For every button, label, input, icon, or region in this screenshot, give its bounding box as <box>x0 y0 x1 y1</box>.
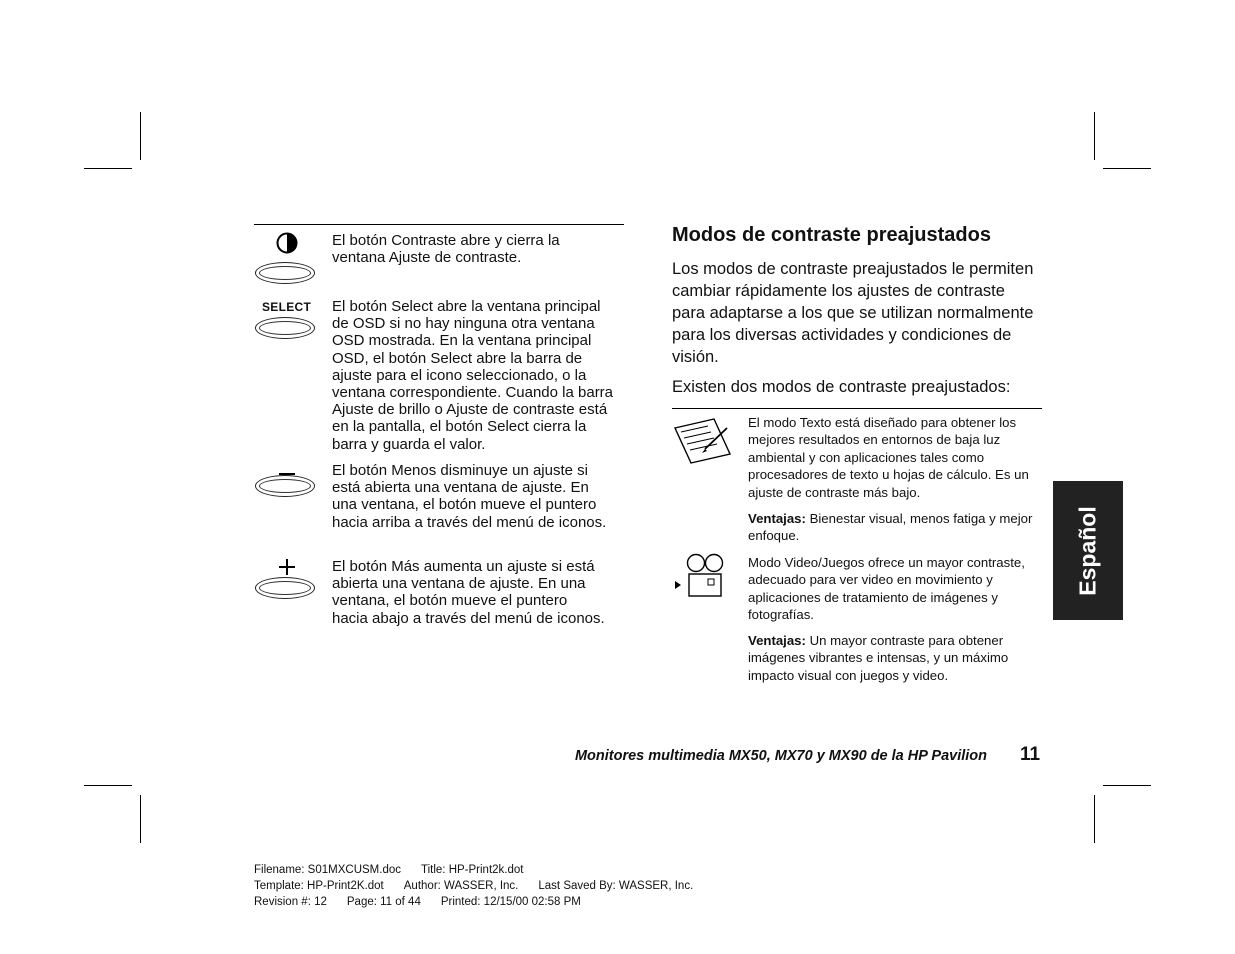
meta-template: Template: HP-Print2K.dot <box>254 880 384 892</box>
crop-mark <box>84 168 132 169</box>
crop-mark <box>84 785 132 786</box>
minus-button-description: El botón Menos disminuye un ajuste si está abierta una ventana de ajuste. En una ventana, el botón mueve el puntero hacia arriba a través del menú de iconos. <box>332 462 607 531</box>
text-mode-description: El modo Texto está diseñado para obtener los mejores resultados en entornos de baja luz ambiental y con aplicaciones tales como procesadores de texto u hojas de cálculo. Es un ajuste de contraste más bajo. <box>748 415 1029 500</box>
select-icon-label: SELECT <box>262 300 312 314</box>
meta-line-3 <box>254 896 601 908</box>
section-heading: Modos de contraste preajustados <box>672 224 991 246</box>
video-mode-advantages-label: Ventajas: <box>748 633 806 648</box>
video-mode-advantages <box>748 632 1034 684</box>
text-mode-advantages-label: Ventajas: <box>748 511 806 526</box>
contrast-button-oval-icon <box>255 262 315 284</box>
contrast-icon <box>276 232 298 259</box>
video-mode-advantages-text: Un mayor contraste para obtener imágenes vibrantes e intensas, y un máximo impacto visual con juegos y video. <box>748 633 1009 683</box>
text-mode-advantages-text: Bienestar visual, menos fatiga y mejor enfoque. <box>748 511 1033 544</box>
footer-title: Monitores multimedia MX50, MX70 y MX90 de la HP Pavilion <box>574 748 987 764</box>
contrast-button-description: El botón Contraste abre y cierra la ventana Ajuste de contraste. <box>332 232 560 267</box>
text-mode-advantages <box>748 510 1034 545</box>
video-camera-icon <box>672 552 728 607</box>
meta-author: Author: WASSER, Inc. <box>403 880 519 892</box>
meta-printed: Printed: 12/15/00 02:58 PM <box>440 896 581 908</box>
plus-button-oval-icon <box>255 577 315 599</box>
crop-mark <box>1103 785 1151 786</box>
minus-button-oval-icon <box>255 475 315 497</box>
crop-mark <box>140 795 141 843</box>
crop-mark <box>1094 112 1095 160</box>
crop-mark <box>1094 795 1095 843</box>
meta-last-saved: Last Saved By: WASSER, Inc. <box>538 880 694 892</box>
text-mode-document-icon <box>672 416 734 471</box>
video-mode-description: Modo Video/Juegos ofrece un mayor contraste, adecuado para ver video en movimiento y aplicaciones de tratamiento de imágenes y fotografías. <box>748 555 1025 623</box>
right-column-rule <box>672 408 1042 409</box>
select-button-oval-icon <box>255 317 315 339</box>
meta-page: Page: 11 of 44 <box>346 896 421 908</box>
meta-line-1 <box>254 864 543 876</box>
plus-button-description: El botón Más aumenta un ajuste si está abierta una ventana de ajuste. En una ventana, el botón mueve el puntero hacia abajo a través del menú de iconos. <box>332 558 605 627</box>
meta-revision: Revision #: 12 <box>254 896 327 908</box>
meta-filename: Filename: S01MXCUSM.doc <box>254 864 401 876</box>
crop-mark <box>140 112 141 160</box>
select-button-description: El botón Select abre la ventana principal de OSD si no hay ninguna otra ventana OSD mostrada. En la ventana principal OSD, el botón Select abre la barra de ajuste para el icono seleccionado, o la ventana correspondiente. Cuando la barra Ajuste de brillo o Ajuste de contraste está en la pantalla, el botón Select cierra la barra y guarda el valor. <box>332 298 614 453</box>
intro-paragraph-2: Existen dos modos de contraste preajustados: <box>672 378 1011 396</box>
language-side-tab <box>1053 481 1123 620</box>
intro-paragraph: Los modos de contraste preajustados le permiten cambiar rápidamente los ajustes de contraste para adaptarse a los que se utilizan normalmente para los diversas actividades y condiciones de visión. <box>672 260 1034 366</box>
meta-line-2 <box>254 880 713 892</box>
language-side-tab-label: Español <box>1074 505 1101 596</box>
meta-title: Title: HP-Print2k.dot <box>421 864 524 876</box>
page-number: 11 <box>1020 744 1041 765</box>
left-column-rule <box>254 224 624 225</box>
crop-mark <box>1103 168 1151 169</box>
